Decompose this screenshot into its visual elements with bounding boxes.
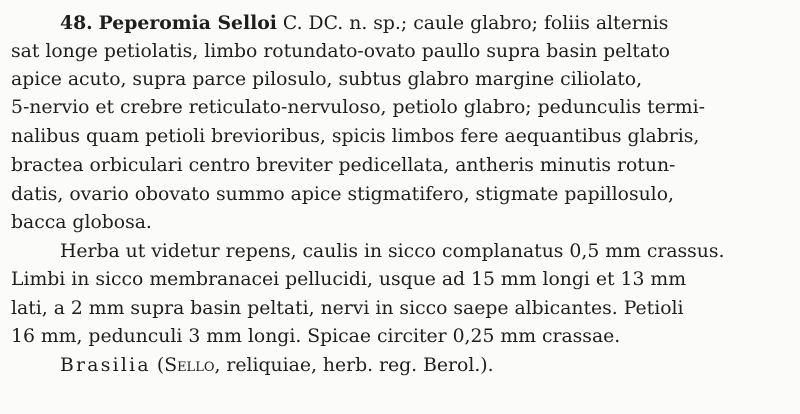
notes-line: lati, a 2 mm supra basin peltati, nervi in sicco saepe albicantes. Petioli xyxy=(11,298,684,319)
notes-line: Herba ut videtur repens, caulis in sicco complanatus 0,5 mm crassus. xyxy=(60,241,725,262)
diagnosis-line: 5-nervio et crebre reticulato-nervuloso, petiolo glabro; pedunculis termi- xyxy=(11,97,705,118)
locality-paren: ( xyxy=(156,355,165,376)
diagnosis-line: nalibus quam petioli brevioribus, spicis limbos fere aequantibus glabris, xyxy=(11,126,700,147)
locality-line xyxy=(60,357,494,376)
notes-line: 16 mm, pedunculi 3 mm longi. Spicae circiter 0,25 mm crassae. xyxy=(11,326,621,347)
locality-country: Brasilia xyxy=(60,355,151,376)
species-author: C. DC. n. sp.; xyxy=(282,13,408,34)
locality-details: , reliquiae, herb. reg. Berol.). xyxy=(214,355,494,376)
diagnosis-line: apice acuto, supra parce pilosulo, subtus glabro margine ciliolato, xyxy=(11,69,643,90)
locality-collector: Sello xyxy=(164,355,215,376)
notes-line: Limbi in sicco membranacei pellucidi, usque ad 15 mm longi et 13 mm xyxy=(11,269,687,290)
diagnosis-line: caule glabro; foliis alternis xyxy=(413,13,669,34)
diagnosis-line: bractea orbiculari centro breviter pedicellata, antheris minutis rotun- xyxy=(11,155,676,176)
diagnosis-line: datis, ovario obovato summo apice stigmatifero, stigmate papillosulo, xyxy=(11,184,674,205)
species-name: Peperomia Selloi xyxy=(98,12,277,34)
species-number: 48. xyxy=(60,12,93,34)
diagnosis-line: bacca globosa. xyxy=(11,212,152,233)
diagnosis-line: sat longe petiolatis, limbo rotundato-ovato paullo supra basin peltato xyxy=(11,41,670,62)
species-heading-line xyxy=(60,14,668,34)
